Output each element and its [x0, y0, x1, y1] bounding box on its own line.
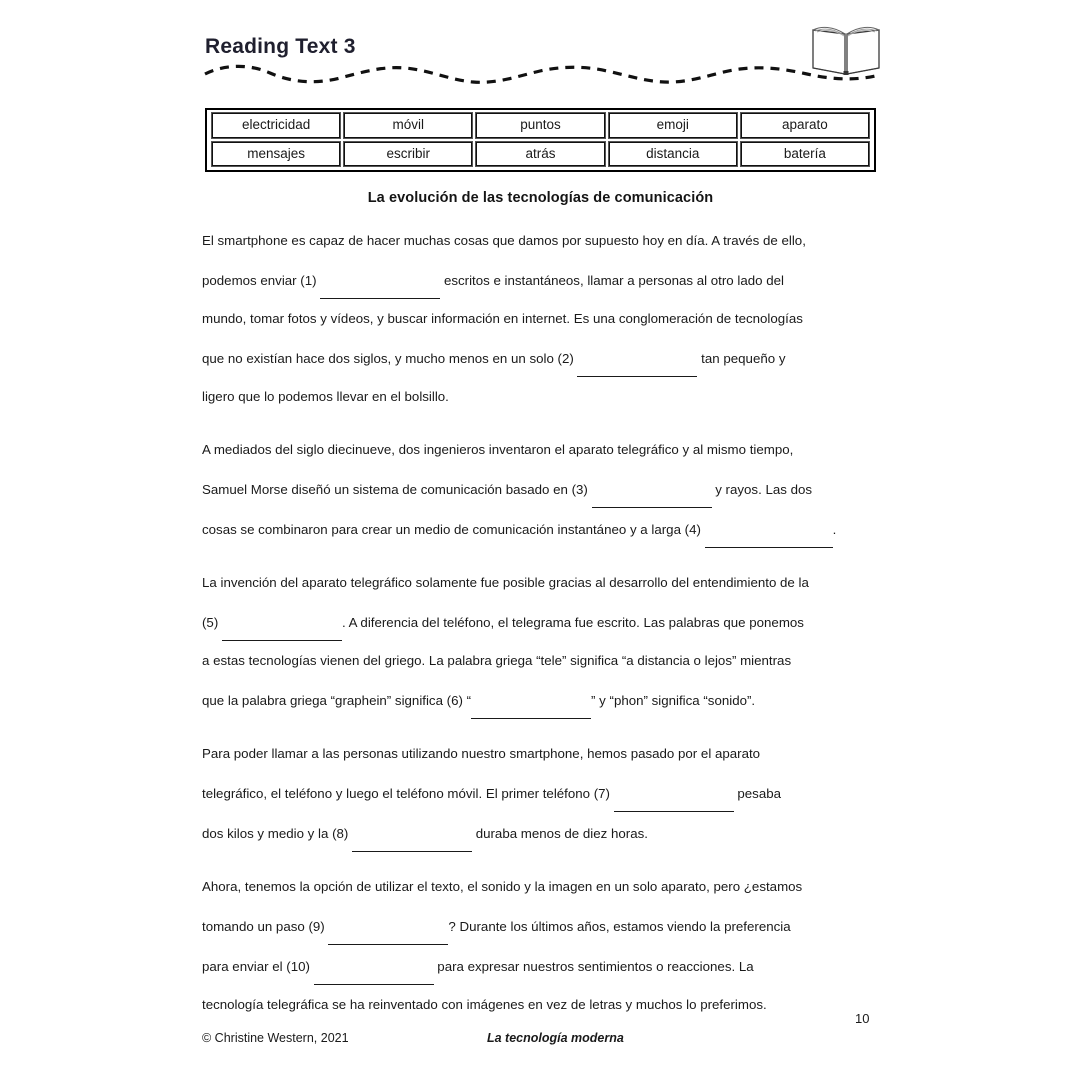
text-line: [202, 735, 882, 773]
paragraph: [202, 222, 882, 431]
paragraph: [202, 868, 882, 1024]
page-header: [205, 28, 880, 98]
answer-blank-4[interactable]: [705, 509, 833, 548]
answer-blank-7[interactable]: [614, 773, 734, 812]
text-line: [202, 813, 882, 853]
text-line: [202, 868, 882, 906]
word-bank-cell[interactable]: batería: [740, 141, 870, 168]
copyright-notice: © Christine Western, 2021: [202, 1031, 349, 1045]
text-segment: podemos enviar (1): [202, 273, 321, 288]
word-bank-row: [210, 141, 871, 168]
page-footer: [202, 1031, 882, 1057]
page-title: Reading Text 3: [205, 35, 356, 58]
unit-title: La tecnología moderna: [487, 1031, 624, 1045]
word-bank-cell[interactable]: emoji: [608, 112, 738, 139]
answer-blank-8[interactable]: [352, 813, 472, 852]
answer-blank-3[interactable]: [592, 469, 712, 508]
answer-blank-10[interactable]: [314, 946, 434, 985]
text-segment: que la palabra griega “graphein” significa (6) “: [202, 693, 472, 708]
text-segment: Para poder llamar a las personas utilizando nuestro smartphone, hemos pasado por el aparato: [202, 746, 761, 761]
word-bank-cell[interactable]: aparato: [740, 112, 870, 139]
text-segment: A mediados del siglo diecinueve, dos ingenieros inventaron el aparato telegráfico y al mismo tiempo,: [202, 442, 794, 457]
text-segment: y rayos. Las dos: [711, 482, 813, 497]
text-line: [202, 946, 882, 986]
reading-title: La evolución de las tecnologías de comunicación: [367, 190, 714, 206]
text-line: [202, 300, 882, 338]
text-line: [202, 431, 882, 469]
text-segment: mundo, tomar fotos y vídeos, y buscar información en internet. Es una conglomeración de tecnologías: [202, 311, 803, 326]
text-line: [202, 564, 882, 602]
word-bank-cell[interactable]: escribir: [343, 141, 473, 168]
text-segment: Samuel Morse diseñó un sistema de comunicación basado en (3): [202, 482, 592, 497]
paragraph: [202, 735, 882, 868]
open-book-icon: [805, 16, 887, 82]
text-line: [202, 378, 882, 416]
text-segment: para enviar el (10): [202, 959, 314, 974]
text-line: [202, 773, 882, 813]
answer-blank-6[interactable]: [471, 680, 591, 719]
text-line: [202, 222, 882, 260]
text-segment: tomando un paso (9): [202, 919, 329, 934]
text-segment: tan pequeño y: [697, 351, 786, 366]
reading-passage: [202, 222, 882, 1024]
text-line: [202, 602, 882, 642]
answer-blank-9[interactable]: [328, 906, 448, 945]
paragraph: [202, 564, 882, 735]
text-segment: dos kilos y medio y la (8): [202, 826, 353, 841]
text-line: [202, 680, 882, 720]
paragraph-spacer: [202, 416, 882, 431]
word-bank-cell[interactable]: mensajes: [211, 141, 341, 168]
paragraph-spacer: [202, 549, 882, 564]
text-segment: . A diferencia del teléfono, el telegrama fue escrito. Las palabras que ponemos: [341, 615, 804, 630]
text-segment: para expresar nuestros sentimientos o reacciones. La: [433, 959, 754, 974]
text-segment: que no existían hace dos siglos, y mucho menos en un solo (2): [202, 351, 578, 366]
word-bank-cell[interactable]: puntos: [475, 112, 605, 139]
text-line: [202, 260, 882, 300]
text-line: [202, 906, 882, 946]
paragraph-spacer: [202, 720, 882, 735]
text-segment: ligero que lo podemos llevar en el bolsillo.: [202, 389, 449, 404]
page-number: 10: [855, 1011, 870, 1026]
word-bank-cell[interactable]: móvil: [343, 112, 473, 139]
paragraph-spacer: [202, 853, 882, 868]
text-segment: ? Durante los últimos años, estamos viendo la preferencia: [448, 919, 791, 934]
wavy-divider-icon: [205, 62, 875, 88]
text-segment: ” y “phon” significa “sonido”.: [591, 693, 756, 708]
text-segment: tecnología telegráfica se ha reinventado con imágenes en vez de letras y muchos lo preferimos.: [202, 997, 767, 1012]
text-segment: escritos e instantáneos, llamar a personas al otro lado del: [440, 273, 784, 288]
text-segment: pesaba: [733, 786, 782, 801]
text-segment: a estas tecnologías vienen del griego. La palabra griega “tele” significa “a distancia o lejos” mientras: [202, 653, 792, 668]
text-line: [202, 986, 882, 1024]
text-line: [202, 642, 882, 680]
answer-blank-2[interactable]: [577, 338, 697, 377]
text-segment: telegráfico, el teléfono y luego el teléfono móvil. El primer teléfono (7): [202, 786, 614, 801]
text-segment: .: [832, 522, 837, 537]
text-segment: La invención del aparato telegráfico solamente fue posible gracias al desarrollo del entendimiento de la: [202, 575, 809, 590]
text-line: [202, 509, 882, 549]
word-bank-cell[interactable]: atrás: [475, 141, 605, 168]
paragraph: [202, 431, 882, 564]
text-segment: Ahora, tenemos la opción de utilizar el texto, el sonido y la imagen en un solo aparato, pero ¿estamos: [202, 879, 803, 894]
answer-blank-1[interactable]: [320, 260, 440, 299]
word-bank-row: [210, 112, 871, 139]
word-bank-table: [205, 108, 876, 172]
word-bank-cell[interactable]: electricidad: [211, 112, 341, 139]
text-segment: duraba menos de diez horas.: [472, 826, 648, 841]
word-bank-cell[interactable]: distancia: [608, 141, 738, 168]
text-segment: (5): [202, 615, 222, 630]
text-segment: El smartphone es capaz de hacer muchas cosas que damos por supuesto hoy en día. A través de ello,: [202, 233, 806, 248]
text-segment: cosas se combinaron para crear un medio de comunicación instantáneo y a larga (4): [202, 522, 705, 537]
answer-blank-5[interactable]: [222, 602, 342, 641]
text-line: [202, 469, 882, 509]
text-line: [202, 338, 882, 378]
